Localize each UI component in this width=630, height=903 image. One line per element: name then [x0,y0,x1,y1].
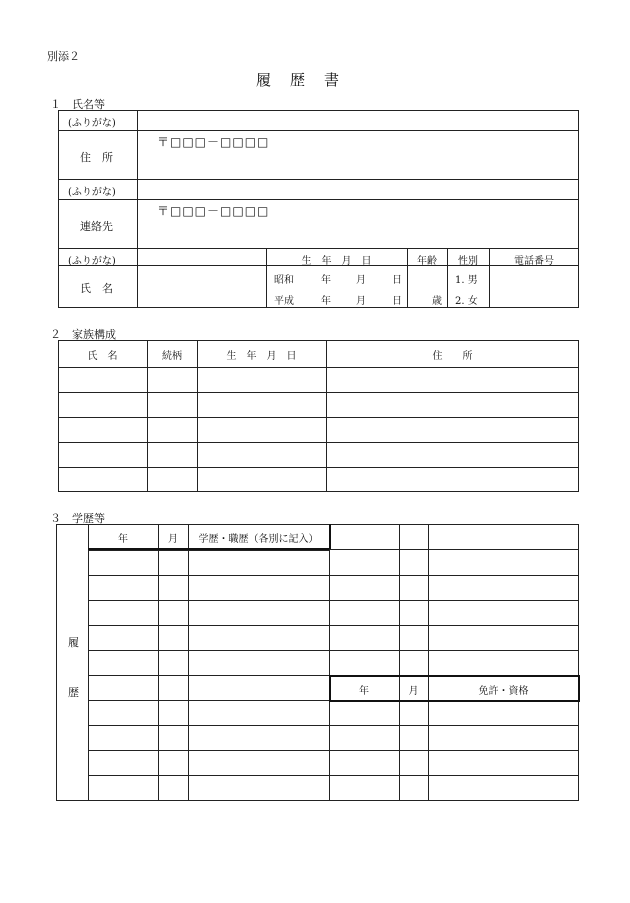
age-unit: 歳 [432,296,442,307]
address-label: 住 所 [80,151,113,164]
phone-header: 電話番号 [514,256,554,267]
history-col-detail: 学歴・職歴（各別に記入） [198,534,319,545]
contact-label: 連絡先 [80,220,113,233]
sex-option-female[interactable]: 2. 女 [455,296,478,307]
family-col-name: 氏 名 [87,351,118,362]
attachment-label: 別添２ [47,50,80,63]
history-table-border [56,524,579,801]
month-mark: 月 [356,296,366,307]
sex-option-male[interactable]: 1. 男 [455,275,478,286]
year-mark: 年 [321,275,331,286]
family-col-birthdate: 生 年 月 日 [226,351,297,362]
sex-header: 性別 [458,256,478,267]
family-col-relation: 続柄 [162,351,182,362]
furigana-label-contact: (ふりがな) [68,187,116,198]
license-col-year: 年 [359,686,369,697]
contact-postal-field[interactable]: 〒□□□－□□□□ [157,204,270,218]
family-col-address: 住 所 [432,351,473,362]
section2-heading: ２ 家族構成 [50,328,116,341]
license-col-month: 月 [408,686,419,697]
year-mark: 年 [321,296,331,307]
side-label-reki: 歴 [68,686,79,699]
license-col-detail: 免許・資格 [478,686,529,697]
era-showa: 昭和 [274,275,294,286]
address-postal-field[interactable]: 〒□□□－□□□□ [157,135,270,149]
name-label: 氏 名 [80,282,113,295]
day-mark: 日 [392,296,402,307]
page-title: 履 歴 書 [256,71,342,89]
furigana-label-address: (ふりがな) [68,118,116,129]
family-table-border [58,340,579,492]
era-heisei: 平成 [274,296,294,307]
history-col-year: 年 [118,534,128,545]
month-mark: 月 [356,275,366,286]
section1-heading: １ 氏名等 [50,98,105,111]
day-mark: 日 [392,275,402,286]
birthdate-header: 生 年 月 日 [301,256,372,267]
age-header: 年齢 [417,256,437,267]
section3-heading: ３ 学歴等 [50,512,105,525]
furigana-label-name: (ふりがな) [68,256,116,267]
history-col-month: 月 [168,534,178,545]
side-label-ri: 履 [68,636,79,649]
